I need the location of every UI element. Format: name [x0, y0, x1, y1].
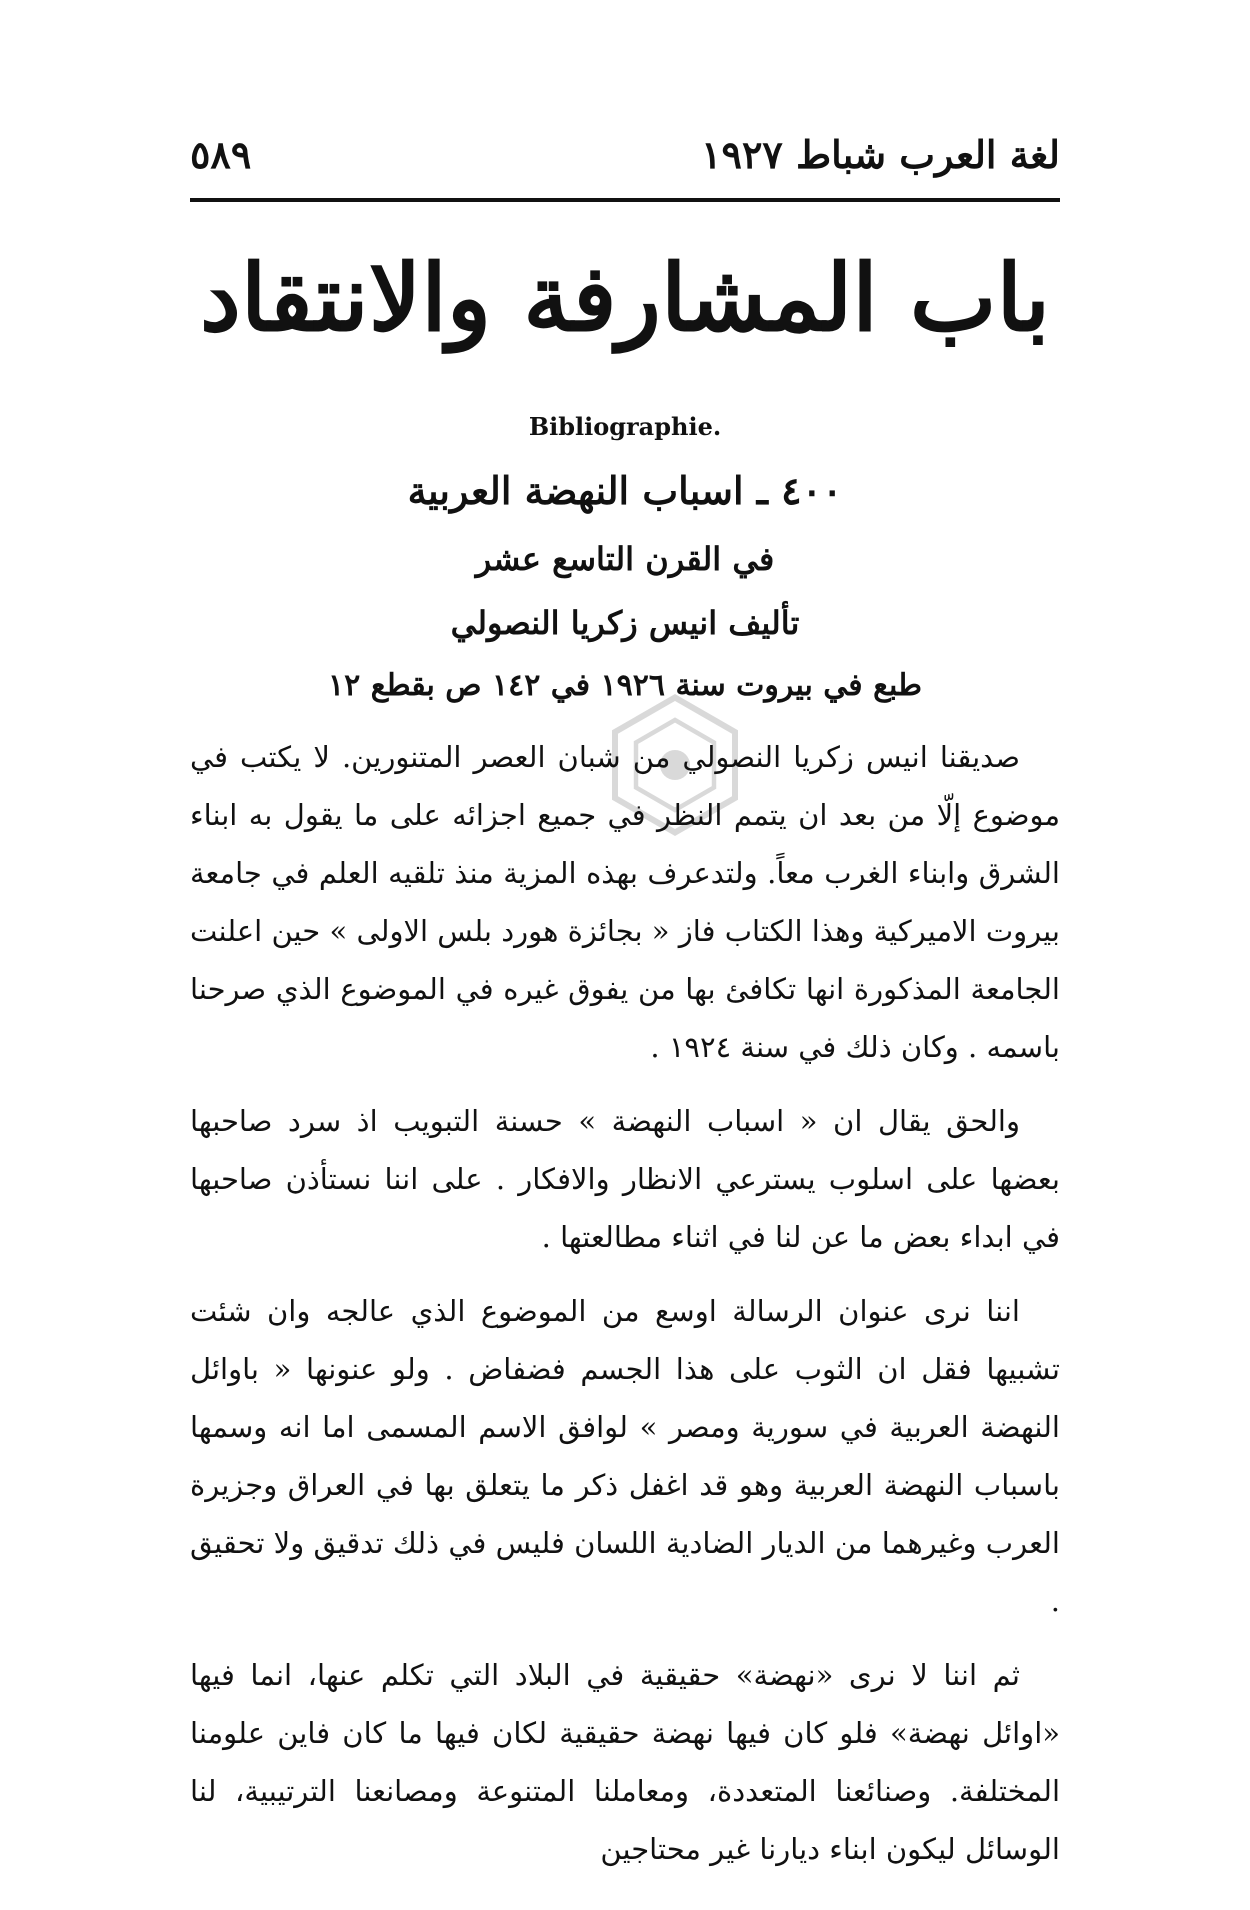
book-subtitle: في القرن التاسع عشر [475, 540, 775, 578]
header-rule [190, 198, 1060, 202]
book-publication: طبع في بيروت سنة ١٩٢٦ في ١٤٢ ص بقطع ١٢ [328, 668, 922, 703]
section-title: باب المشارفة والانتقاد [199, 244, 1051, 352]
book-title: ٤٠٠ ـ اسباب النهضة العربية [407, 468, 843, 513]
running-header [190, 128, 1060, 180]
review-body [190, 728, 1060, 1894]
section-subtitle-latin: Bibliographie. [528, 412, 722, 441]
journal-date-header: لغة العرب شباط ١٩٢٧ [701, 131, 1060, 177]
paragraph-2: والحق يقال ان « اسباب النهضة » حسنة التبويب اذ سرد صاحبها بعضها على اسلوب يسترعي الانظار والافكار . على اننا نستأذن صاحبها في ابداء بعض ما عن لنا في اثناء مطالعتها . [190, 1104, 1060, 1254]
paragraph-3: اننا نرى عنوان الرسالة اوسع من الموضوع الذي عالجه وان شئت تشبيها فقل ان الثوب على هذا الجسم فضفاض . ولو عنونها « باوائل النهضة العربية في سورية ومصر » لوافق الاسم المسمى اما انه وسمها باسباب النهضة العربية وهو قد اغفل ذكر ما يتعلق بها في العراق وجزيرة العرب وغيرهما من الديار الضادية اللسان فليس في ذلك تدقيق ولا تحقيق . [190, 1294, 1060, 1618]
paragraph-1: صديقنا انيس زكريا النصولي من شبان العصر المتنورين. لا يكتب في موضوع إلّا من بعد ان يتمم النظر في جميع اجزائه على ما يقول به ابناء الشرق وابناء الغرب معاً. ولتدعرف بهذه المزية منذ تلقيه العلم في جامعة بيروت الاميركية وهذا الكتاب فاز « بجائزة هورد بلس الاولى » حين اعلنت الجامعة المذكورة انها تكافئ بها من يفوق غيره في الموضوع الذي صرحنا باسمه . وكان ذلك في سنة ١٩٢٤ . [190, 740, 1060, 1064]
page-number: ٥٨٩ [190, 131, 252, 177]
paragraph-4: ثم اننا لا نرى «نهضة» حقيقية في البلاد التي تكلم عنها، انما فيها «اوائل نهضة» فلو كان فيها نهضة حقيقية لكان فيها ما كان فاين علومنا المختلفة. وصنائعنا المتعددة، ومعاملنا المتنوعة ومصانعنا الترتيبية، لنا الوسائل ليكون ابناء ديارنا غير محتاجين [190, 1658, 1060, 1866]
book-author: تأليف انيس زكريا النصولي [450, 604, 800, 642]
